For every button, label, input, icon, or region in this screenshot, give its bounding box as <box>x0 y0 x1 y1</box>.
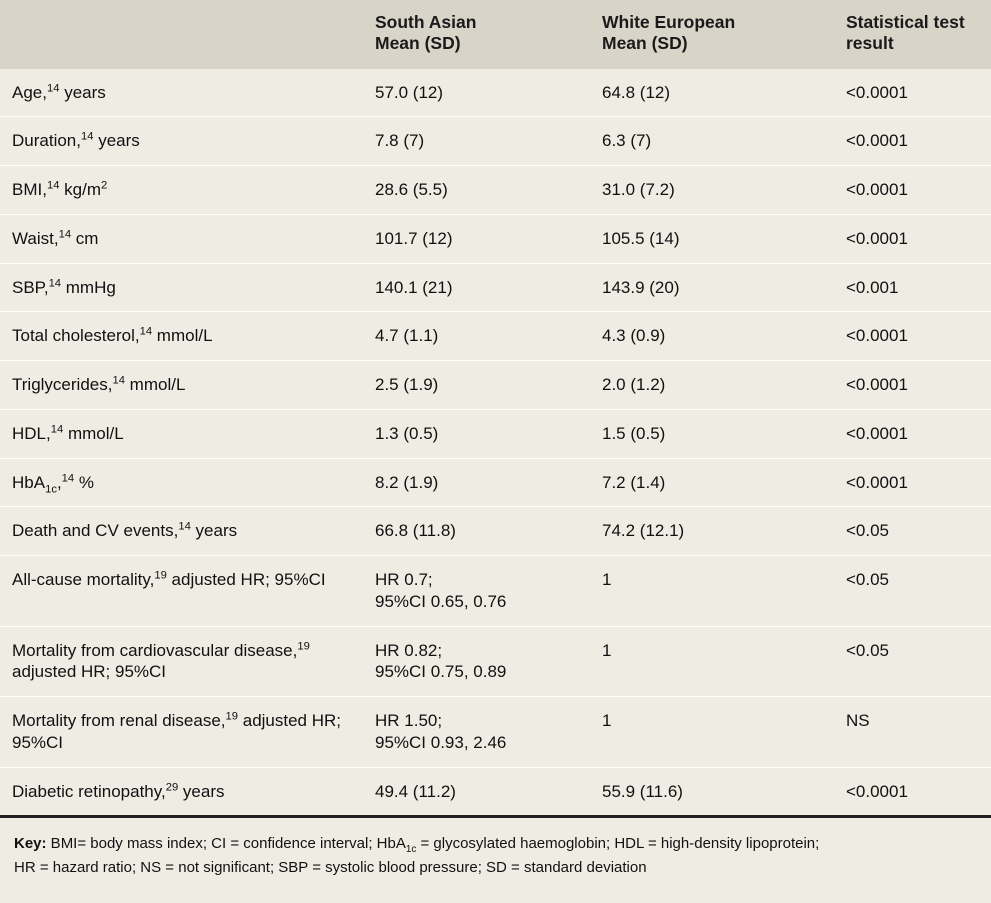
cell-south-asian <box>361 556 588 627</box>
row-label-unit: mmol/L <box>152 326 213 346</box>
cell-stat: <0.05 <box>832 556 991 627</box>
cell-south-asian: 101.7 (12) <box>361 214 588 263</box>
row-label-unit: years <box>178 781 225 801</box>
table-row <box>0 409 991 458</box>
reference-marker: 14 <box>50 423 64 436</box>
cell-south-asian: 49.4 (11.2) <box>361 767 588 815</box>
table-row <box>0 312 991 361</box>
cell-stat: <0.05 <box>832 507 991 556</box>
row-label-text: HbA$_{1c}$, <box>12 472 62 496</box>
key-text-b: = glycosylated haemoglobin; HDL = high-density lipoprotein; <box>416 835 820 853</box>
cell-south-asian <box>361 697 588 768</box>
cell-white-european: 105.5 (14) <box>588 214 832 263</box>
cell-white-european: 4.3 (0.9) <box>588 312 832 361</box>
cell-white-european: 6.3 (7) <box>588 117 832 166</box>
reference-marker: 19 <box>225 710 239 723</box>
row-label-text: Waist, <box>12 228 59 248</box>
row-label <box>0 626 361 697</box>
row-label-unit: adjusted HR; 95%CI <box>12 711 342 752</box>
row-label <box>0 458 361 507</box>
row-label-text: BMI, <box>12 180 47 200</box>
row-label <box>0 361 361 410</box>
column-header-white-european <box>588 0 832 69</box>
key-title: Key: <box>14 835 47 853</box>
row-label-text: Mortality from renal disease, <box>12 711 226 731</box>
cell-white-european: 64.8 (12) <box>588 69 832 117</box>
row-label-unit: mmol/L <box>63 423 124 443</box>
table-row <box>0 767 991 815</box>
cell-south-asian: 1.3 (0.5) <box>361 409 588 458</box>
row-label-text: Triglycerides, <box>12 375 113 395</box>
table-row <box>0 166 991 215</box>
row-label-unit: years <box>93 131 140 151</box>
cell-stat: NS <box>832 697 991 768</box>
table-row <box>0 556 991 627</box>
row-label-unit: $kg/m^2$ <box>59 179 108 200</box>
cell-stat: <0.0001 <box>832 312 991 361</box>
row-label-text: Age, <box>12 82 47 102</box>
cell-line-1: HR 0.7; <box>375 570 433 590</box>
reference-marker: 29 <box>165 781 179 794</box>
row-label-text: Total cholesterol, <box>12 326 140 346</box>
row-label <box>0 263 361 312</box>
cell-south-asian <box>361 626 588 697</box>
reference-marker: 14 <box>48 277 62 290</box>
cell-white-european: 7.2 (1.4) <box>588 458 832 507</box>
cell-south-asian: 66.8 (11.8) <box>361 507 588 556</box>
reference-marker: 14 <box>58 228 72 241</box>
column-header-statistical-test <box>832 0 991 69</box>
reference-marker: 14 <box>61 472 75 485</box>
cell-white-european: 2.0 (1.2) <box>588 361 832 410</box>
row-label <box>0 767 361 815</box>
cell-white-european: 1 <box>588 626 832 697</box>
row-label-unit: years <box>190 521 238 541</box>
column-header-south-asian <box>361 0 588 69</box>
row-label <box>0 312 361 361</box>
table-body <box>0 69 991 816</box>
key-line-2: HR = hazard ratio; NS = not significant; SBP = systolic blood pressure; SD = standard deviation <box>14 858 647 876</box>
row-label-unit: adjusted HR; 95%CI <box>166 570 326 590</box>
cell-south-asian: 8.2 (1.9) <box>361 458 588 507</box>
cell-white-european: 1.5 (0.5) <box>588 409 832 458</box>
reference-marker: 19 <box>154 569 167 582</box>
reference-marker: 14 <box>139 325 153 338</box>
key-text-a: BMI= body mass index; CI = confidence interval; HbA <box>46 835 406 853</box>
reference-marker: 14 <box>46 82 60 95</box>
table-row <box>0 458 991 507</box>
row-label-text: HDL, <box>12 423 51 443</box>
row-label <box>0 69 361 117</box>
row-label-unit: % <box>74 472 94 492</box>
header-line-1: Statistical test <box>846 12 965 32</box>
cell-stat: <0.0001 <box>832 767 991 815</box>
row-label <box>0 117 361 166</box>
row-label-text: Death and CV events, <box>12 521 179 541</box>
row-label-text: Diabetic retinopathy, <box>12 781 166 801</box>
row-label-unit: adjusted HR; 95%CI <box>12 662 167 682</box>
reference-marker: 19 <box>297 640 310 653</box>
table-row <box>0 263 991 312</box>
row-label <box>0 507 361 556</box>
reference-marker: 14 <box>46 179 60 192</box>
cell-white-european: 143.9 (20) <box>588 263 832 312</box>
cell-line-1: HR 0.82; <box>375 640 443 660</box>
cell-white-european: 1 <box>588 556 832 627</box>
table-row <box>0 214 991 263</box>
row-label-unit: mmol/L <box>124 375 186 395</box>
row-label <box>0 166 361 215</box>
cell-south-asian: 4.7 (1.1) <box>361 312 588 361</box>
cell-line-2: 95%CI 0.65, 0.76 <box>375 591 507 611</box>
cell-stat: <0.0001 <box>832 361 991 410</box>
cell-south-asian: 57.0 (12) <box>361 69 588 117</box>
cell-white-european: 74.2 (12.1) <box>588 507 832 556</box>
table-row <box>0 361 991 410</box>
row-label-unit: mmHg <box>61 277 116 297</box>
row-label-text: Mortality from cardiovascular disease, <box>12 640 298 660</box>
header-line-2: Mean (SD) <box>375 33 461 54</box>
cell-stat: <0.0001 <box>832 409 991 458</box>
row-label-unit: years <box>59 82 106 102</box>
cell-south-asian: 7.8 (7) <box>361 117 588 166</box>
row-label-text: All-cause mortality, <box>12 570 155 590</box>
cell-stat: <0.0001 <box>832 458 991 507</box>
reference-marker: 14 <box>80 130 94 143</box>
table-row <box>0 507 991 556</box>
cell-south-asian: 2.5 (1.9) <box>361 361 588 410</box>
cell-south-asian: 28.6 (5.5) <box>361 166 588 215</box>
key-subscript: 1c <box>405 844 417 856</box>
table-row <box>0 697 991 768</box>
cell-stat: <0.0001 <box>832 69 991 117</box>
cell-stat: <0.05 <box>832 626 991 697</box>
reference-marker: 14 <box>112 374 125 387</box>
cell-white-european: 31.0 (7.2) <box>588 166 832 215</box>
table-row <box>0 69 991 117</box>
table-key-footer <box>0 815 991 895</box>
cell-south-asian: 140.1 (21) <box>361 263 588 312</box>
column-header-measure <box>0 0 361 69</box>
row-label <box>0 556 361 627</box>
header-line-2: Mean (SD) <box>602 33 688 54</box>
header-line-1: South Asian <box>375 12 477 32</box>
cell-stat: <0.0001 <box>832 166 991 215</box>
row-label <box>0 697 361 768</box>
table-row <box>0 117 991 166</box>
header-line-2: result <box>846 33 894 54</box>
row-label-unit: cm <box>71 228 99 248</box>
row-label-text: Duration, <box>12 131 81 151</box>
header-row <box>0 0 991 69</box>
row-label <box>0 409 361 458</box>
table-header <box>0 0 991 69</box>
cell-stat: <0.0001 <box>832 117 991 166</box>
cell-line-2: 95%CI 0.93, 2.46 <box>375 732 507 752</box>
reference-marker: 14 <box>178 520 191 533</box>
cell-white-european: 55.9 (11.6) <box>588 767 832 815</box>
row-label-text: SBP, <box>12 277 49 297</box>
cell-stat: <0.0001 <box>832 214 991 263</box>
cell-line-2: 95%CI 0.75, 0.89 <box>375 662 507 682</box>
table-row <box>0 626 991 697</box>
key-line-1 <box>14 832 977 855</box>
cell-stat: <0.001 <box>832 263 991 312</box>
row-label <box>0 214 361 263</box>
header-line-1: White European <box>602 12 736 32</box>
cell-line-1: HR 1.50; <box>375 711 443 731</box>
cell-white-european: 1 <box>588 697 832 768</box>
